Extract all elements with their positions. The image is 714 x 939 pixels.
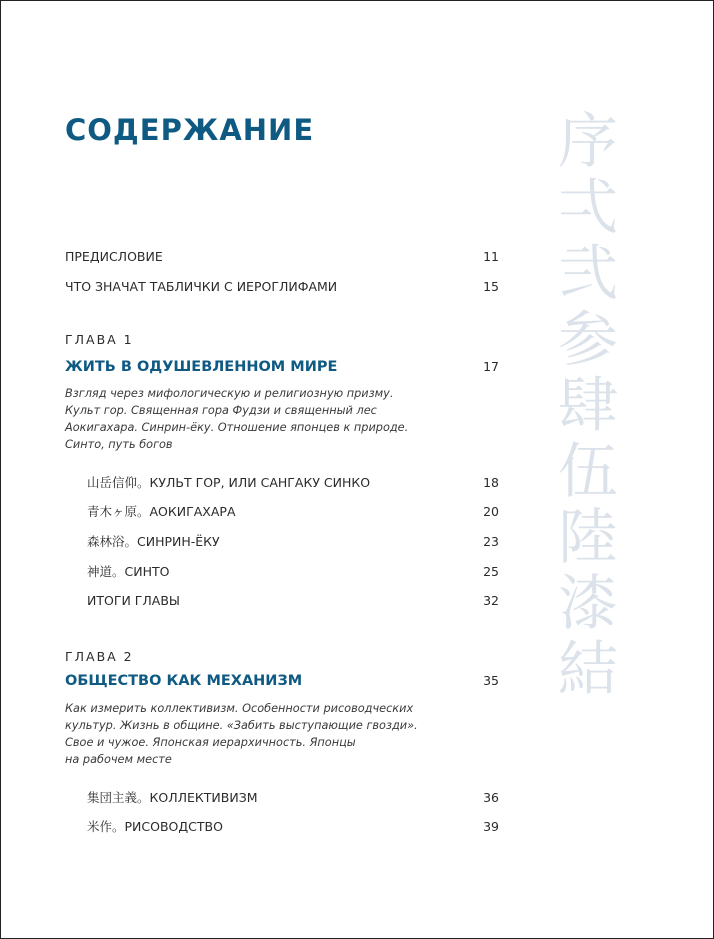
kanji-char: 肆 <box>558 371 618 441</box>
toc-page-number: 20 <box>483 504 499 519</box>
description-line: культур. Жизнь в общине. «Забить выступающие гвозди». <box>65 719 418 732</box>
kanji-char: 陸 <box>558 503 618 573</box>
toc-entry-label: 山岳信仰。КУЛЬТ ГОР, ИЛИ САНГАКУ СИНКО <box>87 475 371 490</box>
kanji-char: 序 <box>558 107 618 177</box>
chapter-label: ГЛАВА 2 <box>65 649 134 664</box>
toc-section-entry[interactable] <box>87 532 499 552</box>
toc-page-number: 39 <box>483 819 499 834</box>
toc-page-number: 35 <box>483 673 499 688</box>
toc-page-number: 23 <box>483 534 499 549</box>
chapter-description <box>65 700 425 768</box>
toc-section-entry[interactable] <box>87 788 499 808</box>
chapter-title: ОБЩЕСТВО КАК МЕХАНИЗМ <box>65 673 303 689</box>
toc-page-number: 36 <box>483 790 499 805</box>
chapter-label: ГЛАВА 1 <box>65 332 134 347</box>
kanji-char: 弌 <box>558 173 618 243</box>
chapter-description <box>65 385 425 453</box>
chapter-title-entry[interactable] <box>65 356 499 378</box>
toc-page-number: 11 <box>483 249 499 264</box>
toc-page-number: 32 <box>483 593 499 608</box>
toc-page-number: 25 <box>483 564 499 579</box>
toc-section-entry[interactable] <box>87 591 499 611</box>
chapter-title: ЖИТЬ В ОДУШЕВЛЕННОМ МИРЕ <box>65 359 338 375</box>
toc-entry-label: ПРЕДИСЛОВИЕ <box>65 249 163 264</box>
description-line: Культ гор. Священная гора Фудзи и священный лес <box>65 404 377 417</box>
toc-section-entry[interactable] <box>87 562 499 582</box>
toc-entry-label: 集団主義。КОЛЛЕКТИВИЗМ <box>87 790 258 805</box>
toc-entry-label: 青木ヶ原。АОКИГАХАРА <box>87 504 236 519</box>
description-line: Синто, путь богов <box>65 438 173 451</box>
kanji-char: 結 <box>558 635 618 705</box>
page-title: СОДЕРЖАНИЕ <box>65 113 315 147</box>
toc-page-number: 18 <box>483 475 499 490</box>
toc-entry-label: 神道。СИНТО <box>87 564 170 579</box>
toc-entry-label: 森林浴。СИНРИН-ЁКУ <box>87 534 220 549</box>
toc-page-number: 15 <box>483 279 499 294</box>
chapter-title-entry[interactable] <box>65 670 499 692</box>
toc-entry-label: ЧТО ЗНАЧАТ ТАБЛИЧКИ С ИЕРОГЛИФАМИ <box>65 279 338 294</box>
description-line: Как измерить коллективизм. Особенности рисоводческих <box>65 702 414 715</box>
description-line: Аокигахара. Синрин-ёку. Отношение японцев к природе. <box>65 421 409 434</box>
toc-entry-label: ИТОГИ ГЛАВЫ <box>87 593 180 608</box>
description-line: Свое и чужое. Японская иерархичность. Японцы <box>65 736 356 749</box>
toc-entry-preface[interactable] <box>65 247 499 267</box>
toc-entry-tablets[interactable] <box>65 277 499 297</box>
toc-page-number: 17 <box>483 359 499 374</box>
kanji-char: 漆 <box>558 569 618 639</box>
toc-section-entry[interactable] <box>87 473 499 493</box>
toc-entry-label: 米作。РИСОВОДСТВО <box>87 819 223 834</box>
kanji-char: 伍 <box>558 437 618 507</box>
toc-section-entry[interactable] <box>87 502 499 522</box>
vertical-kanji-column <box>549 109 627 703</box>
toc-section-entry[interactable] <box>87 817 499 837</box>
kanji-char: 参 <box>558 305 618 375</box>
description-line: Взгляд через мифологическую и религиозную призму. <box>65 387 394 400</box>
kanji-char: 弐 <box>558 239 618 309</box>
description-line: на рабочем месте <box>65 753 172 766</box>
